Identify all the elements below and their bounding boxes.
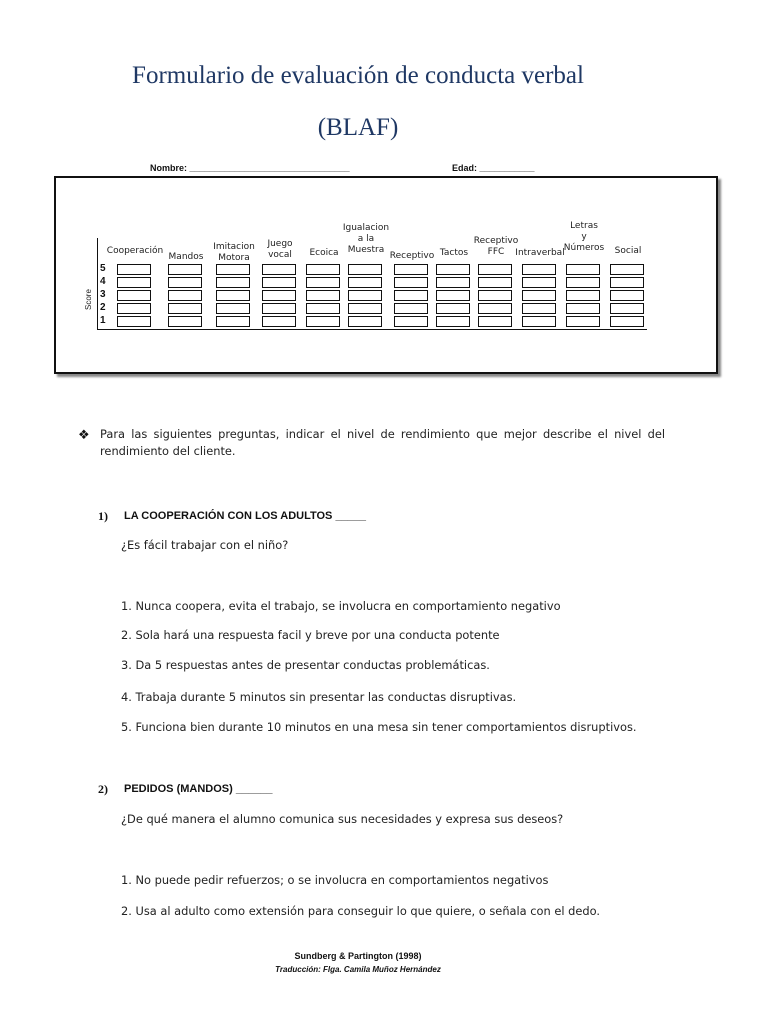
score-cell[interactable] [262,290,296,301]
score-cell[interactable] [117,316,151,327]
score-cell[interactable] [168,316,202,327]
footer-translation: Traducción: Flga. Camila Muñoz Hernández [275,965,441,974]
grid-column-label: Receptivo FFC [473,236,519,257]
score-cell[interactable] [348,303,382,314]
score-row-label: 3 [100,289,106,300]
question-2-option-1: 1. No puede pedir refuerzos; o se involucra en comportamientos negativos [121,873,549,887]
score-row-label: 5 [100,263,106,274]
score-cell[interactable] [168,264,202,275]
score-cell[interactable] [436,277,470,288]
score-cell[interactable] [478,264,512,275]
score-cell[interactable] [306,303,340,314]
grid-column-label: Social [614,246,642,256]
question-1-option-2: 2. Sola hará una respuesta facil y breve por una conducta potente [121,628,500,642]
score-cell[interactable] [216,290,250,301]
score-row-label: 1 [100,315,106,326]
score-cell[interactable] [566,290,600,301]
diamond-bullet-icon: ❖ [78,428,90,443]
score-cell[interactable] [436,303,470,314]
score-grid-box [54,176,718,374]
score-cell[interactable] [394,303,428,314]
question-1-number: 1) [98,509,108,523]
score-grid [86,218,706,338]
score-cell[interactable] [348,316,382,327]
score-cell[interactable] [566,277,600,288]
grid-column-label: Letras y Números [563,221,605,253]
score-cell[interactable] [394,277,428,288]
score-cell[interactable] [478,316,512,327]
score-cell[interactable] [522,316,556,327]
score-cell[interactable] [262,277,296,288]
question-1-title: LA COOPERACIÓN CON LOS ADULTOS _____ [124,510,367,522]
question-2-number: 2) [98,782,108,796]
score-cell[interactable] [262,264,296,275]
footer-citation: Sundberg & Partington (1998) [294,951,422,961]
score-cell[interactable] [610,316,644,327]
score-cell[interactable] [566,303,600,314]
question-1-option-1: 1. Nunca coopera, evita el trabajo, se involucra en comportamiento negativo [121,599,561,613]
score-cell[interactable] [478,290,512,301]
score-cell[interactable] [610,264,644,275]
score-cell[interactable] [478,303,512,314]
score-cell[interactable] [168,277,202,288]
score-cell[interactable] [216,264,250,275]
score-cell[interactable] [306,316,340,327]
score-axis-label: Score [84,289,93,310]
score-cell[interactable] [216,277,250,288]
grid-column-label: Tactos [439,248,469,258]
score-cell[interactable] [522,277,556,288]
name-field[interactable]: Nombre: ________________________________ [150,163,350,173]
score-cell[interactable] [566,316,600,327]
score-cell[interactable] [306,290,340,301]
grid-column-label: Cooperación [106,246,164,256]
grid-column-label: Ecoica [309,248,339,258]
question-1-option-5: 5. Funciona bien durante 10 minutos en una mesa sin tener comportamientos disruptivos. [121,720,637,734]
score-cell[interactable] [436,264,470,275]
grid-column-label: Igualacion a la Muestra [342,223,390,255]
score-cell[interactable] [522,264,556,275]
score-row-label: 4 [100,276,106,287]
score-cell[interactable] [117,303,151,314]
question-2-option-2: 2. Usa al adulto como extensión para conseguir lo que quiere, o señala con el dedo. [121,904,601,918]
question-1-option-3: 3. Da 5 respuestas antes de presentar conductas problemáticas. [121,658,490,672]
score-cell[interactable] [436,316,470,327]
score-cell[interactable] [216,316,250,327]
score-cell[interactable] [117,264,151,275]
score-cell[interactable] [117,290,151,301]
question-2-prompt: ¿De qué manera el alumno comunica sus necesidades y expresa sus deseos? [121,812,564,826]
grid-column-label: Receptivo [389,251,435,261]
grid-vertical-axis [97,238,98,329]
age-field[interactable]: Edad: ___________ [452,163,535,173]
document-title: Formulario de evaluación de conducta verbal [132,62,584,89]
grid-column-label: Juego vocal [267,239,293,260]
grid-horizontal-axis [97,329,647,330]
score-cell[interactable] [610,277,644,288]
score-cell[interactable] [394,290,428,301]
score-row-label: 2 [100,302,106,313]
score-cell[interactable] [216,303,250,314]
question-1-prompt: ¿Es fácil trabajar con el niño? [121,538,289,552]
score-cell[interactable] [168,303,202,314]
grid-column-label: Intraverbal [515,248,565,258]
score-cell[interactable] [522,303,556,314]
score-cell[interactable] [262,316,296,327]
score-cell[interactable] [394,264,428,275]
grid-column-label: Mandos [168,252,204,262]
score-cell[interactable] [394,316,428,327]
score-cell[interactable] [348,277,382,288]
score-cell[interactable] [168,290,202,301]
score-cell[interactable] [262,303,296,314]
score-cell[interactable] [306,264,340,275]
score-cell[interactable] [348,264,382,275]
question-2-title: PEDIDOS (MANDOS) ______ [124,783,273,795]
document-subtitle: (BLAF) [317,114,399,141]
instruction-text: Para las siguientes preguntas, indicar el nivel de rendimiento que mejor describe el nivel del rendimiento del cliente. [100,427,665,458]
score-cell[interactable] [566,264,600,275]
score-cell[interactable] [436,290,470,301]
score-cell[interactable] [478,277,512,288]
score-cell[interactable] [522,290,556,301]
score-cell[interactable] [117,277,151,288]
score-cell[interactable] [610,290,644,301]
score-cell[interactable] [306,277,340,288]
grid-column-label: Imitacion Motora [213,242,255,263]
score-cell[interactable] [348,290,382,301]
score-cell[interactable] [610,303,644,314]
question-1-option-4: 4. Trabaja durante 5 minutos sin presentar las conductas disruptivas. [121,690,517,704]
